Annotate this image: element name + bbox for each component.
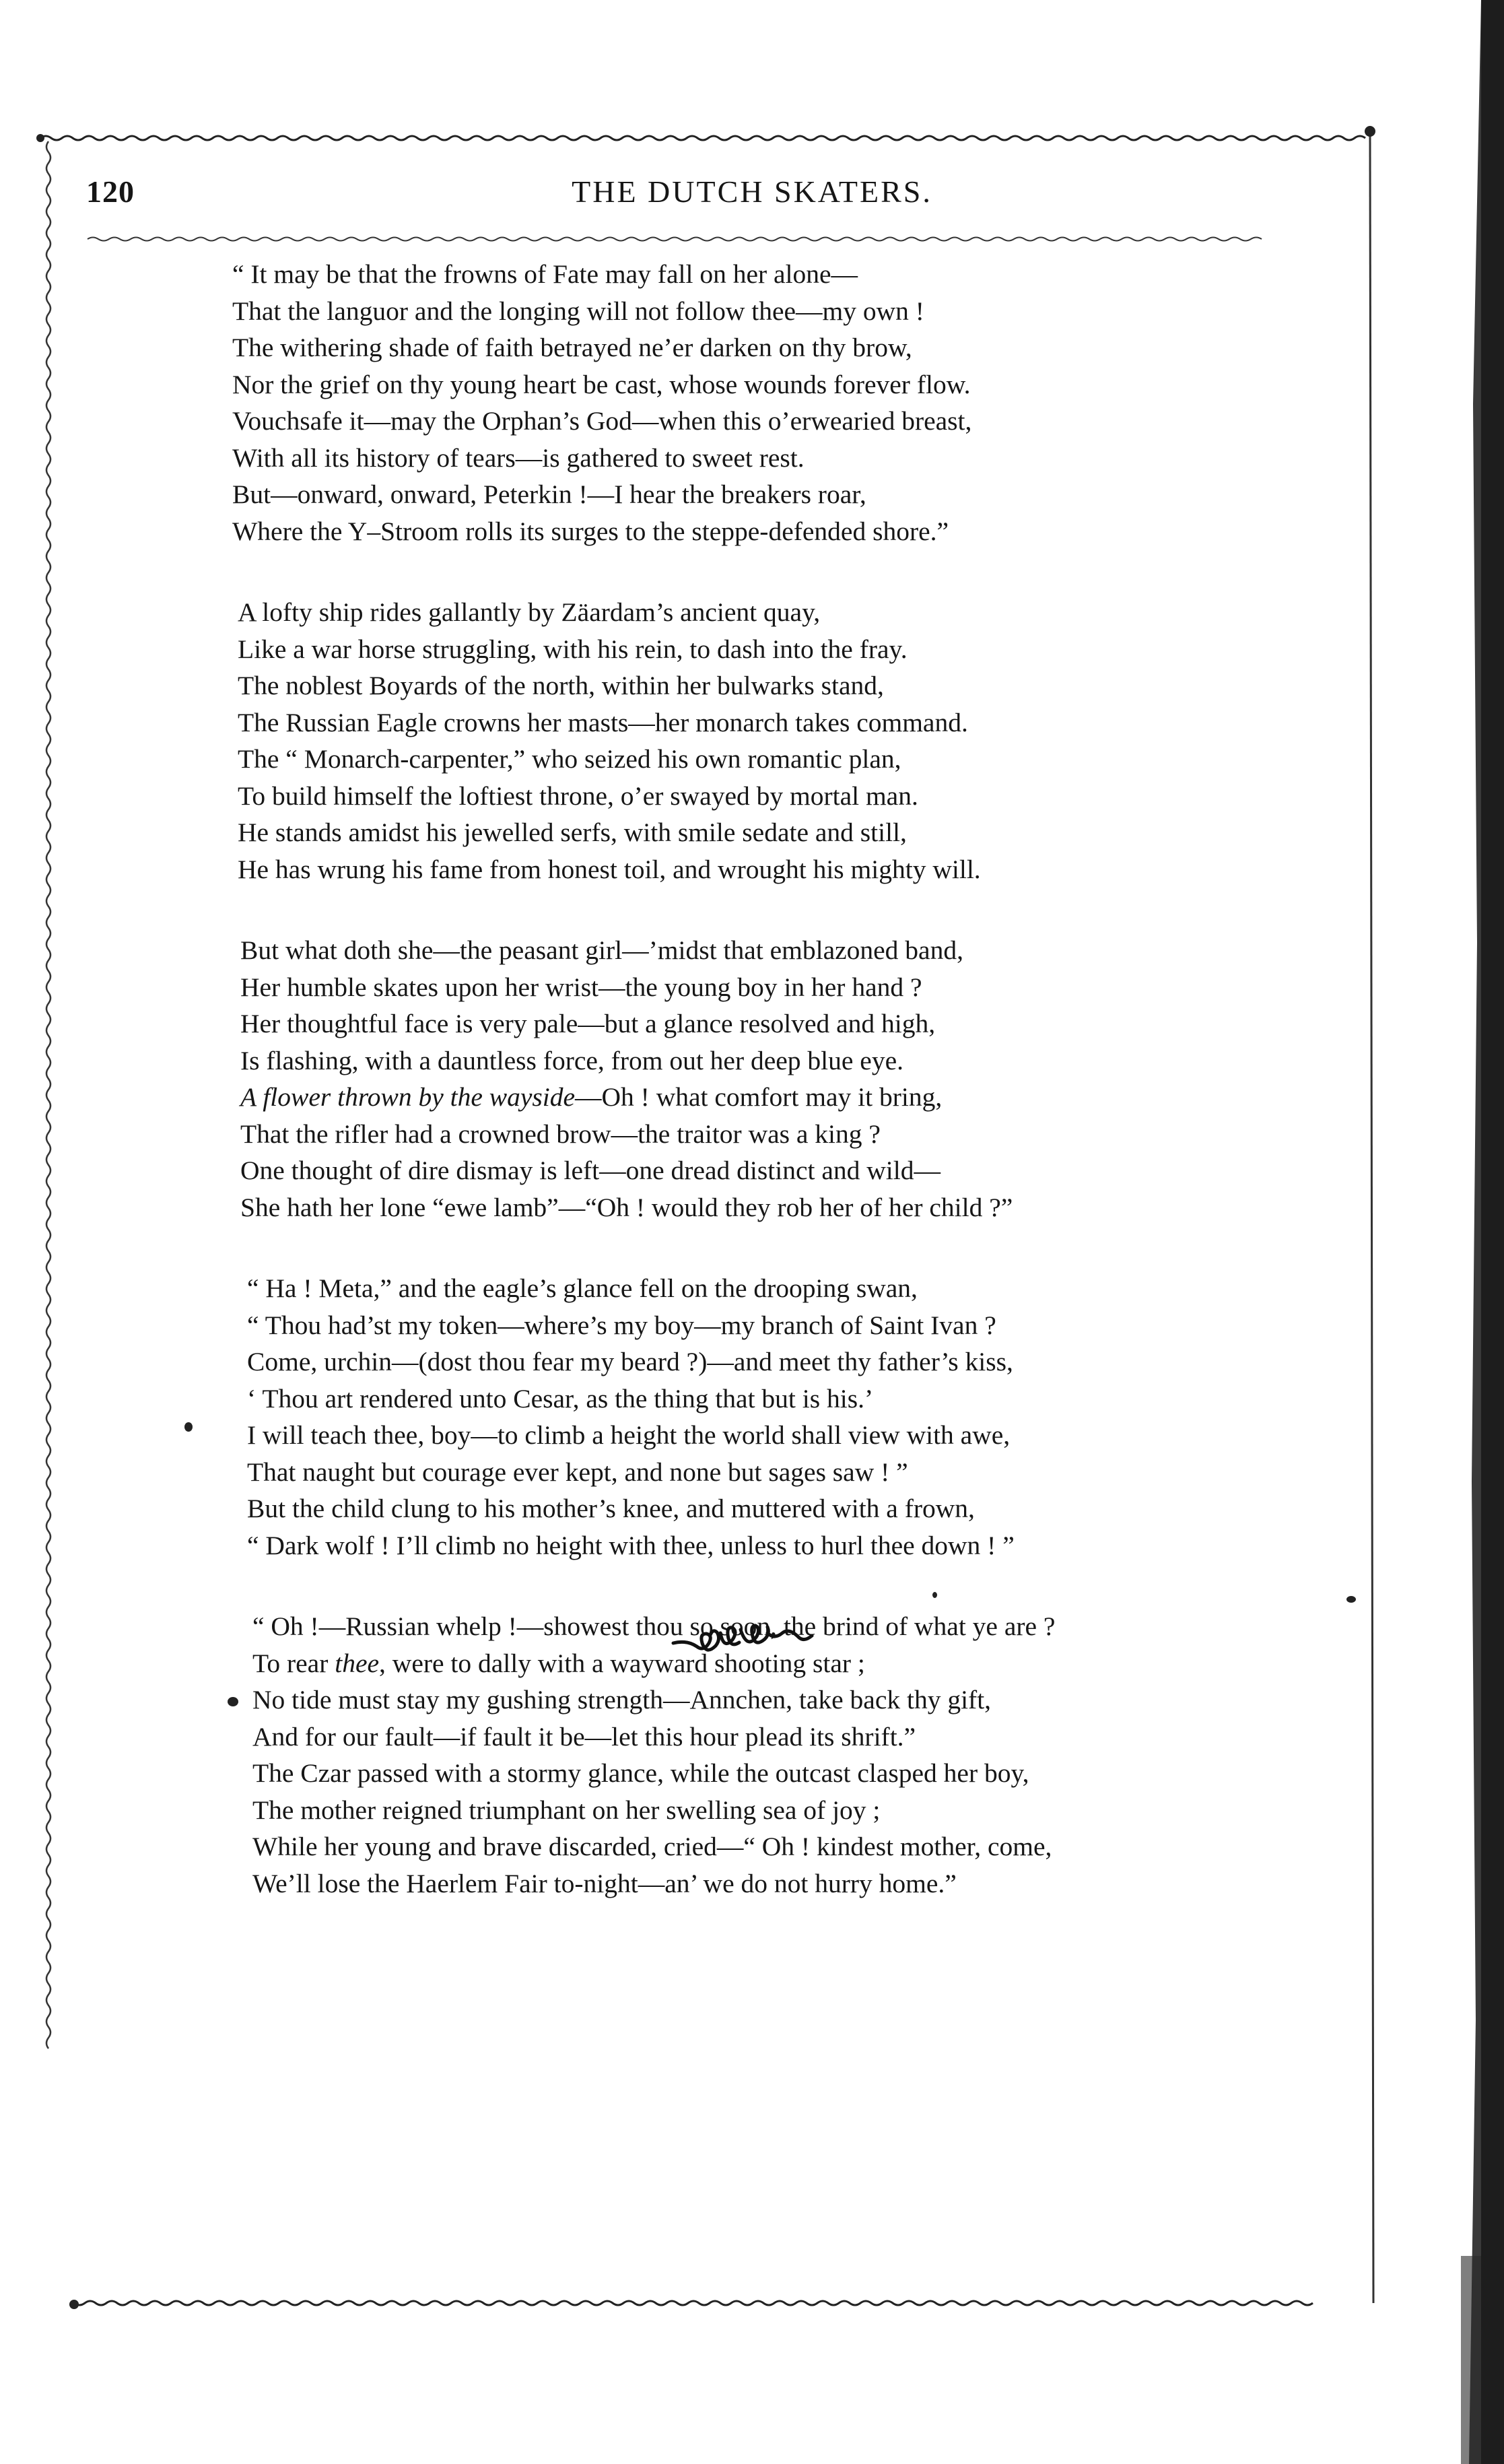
bottom-left-corner-flourish xyxy=(69,2300,79,2309)
poem-line: The Russian Eagle crowns her masts—her monarch takes command. xyxy=(238,707,968,737)
poem-line: But the child clung to his mother’s knee, and muttered with a frown, xyxy=(247,1494,975,1523)
poem-line: We’ll lose the Haerlem Fair to-night—an’ we do not hurry home.” xyxy=(252,1868,957,1898)
poem-line: “ Oh !—Russian whelp !—showest thou so soon, the brind of what ye are ? xyxy=(252,1611,1056,1641)
ink-speck xyxy=(184,1422,193,1432)
poem-line: While her young and brave discarded, cried—“ Oh ! kindest mother, come, xyxy=(252,1832,1052,1861)
poem-line: I will teach thee, boy—to climb a height the world shall view with awe, xyxy=(247,1420,1011,1450)
poem-line-with-italic xyxy=(252,1645,1417,1682)
poem-line: The noblest Boyards of the north, within her bulwarks stand, xyxy=(238,671,884,700)
stanza xyxy=(232,932,1417,1226)
header-wavy-rule xyxy=(88,238,1262,241)
top-left-corner-flourish xyxy=(36,134,44,142)
poem-line: But what doth she—the peasant girl—’midst that emblazoned band, xyxy=(240,935,963,965)
left-wavy-rule xyxy=(46,141,50,2049)
poem-line: Vouchsafe it—may the Orphan’s God—when this o’erwearied breast, xyxy=(232,406,972,436)
poem-line: The “ Monarch-carpenter,” who seized his own romantic plan, xyxy=(238,744,901,774)
stanza xyxy=(232,594,1417,888)
poem-line: “ Ha ! Meta,” and the eagle’s glance fell on the drooping swan, xyxy=(247,1273,918,1303)
poem-line: Her humble skates upon her wrist—the young boy in her hand ? xyxy=(240,972,922,1002)
poem-line: One thought of dire dismay is left—one dread distinct and wild— xyxy=(240,1156,941,1185)
poem-line: “ Dark wolf ! I’ll climb no height with thee, unless to hurl thee down ! ” xyxy=(247,1530,1015,1560)
top-wavy-rule xyxy=(40,136,1365,140)
poem-line-start: To rear xyxy=(252,1648,335,1678)
poem-line: Like a war horse struggling, with his rein, to dash into the fray. xyxy=(238,634,908,664)
poem-line: “ It may be that the frowns of Fate may fall on her alone— xyxy=(232,259,858,289)
ink-speck xyxy=(1346,1596,1356,1603)
top-right-corner-flourish xyxy=(1365,126,1375,137)
page-number: 120 xyxy=(86,174,135,209)
stanza xyxy=(232,256,1417,550)
poem-line: Come, urchin—(dost thou fear my beard ?)—and meet thy father’s kiss, xyxy=(247,1347,1013,1376)
poem-line: But—onward, onward, Peterkin !—I hear the breakers roar, xyxy=(232,479,866,509)
running-head: THE DUTCH SKATERS. xyxy=(572,174,932,209)
poem-line-rest: —Oh ! what comfort may it bring, xyxy=(575,1082,943,1112)
poem-line: To build himself the loftiest throne, o’er swayed by mortal man. xyxy=(238,780,918,811)
poem-line-rest: , were to dally with a wayward shooting star ; xyxy=(379,1648,865,1678)
italic-word: thee xyxy=(335,1648,380,1678)
poem-line: Her thoughtful face is very pale—but a glance resolved and high, xyxy=(240,1009,936,1038)
ink-speck xyxy=(228,1697,238,1706)
poem-line: The withering shade of faith betrayed ne’er darken on thy brow, xyxy=(232,333,912,362)
poem-line: No tide must stay my gushing strength—Annchen, take back thy gift, xyxy=(252,1685,992,1714)
bottom-wavy-rule xyxy=(74,2301,1313,2305)
poem-line: And for our fault—if fault it be—let this hour plead its shrift.” xyxy=(252,1721,916,1752)
poem-line: That the rifler had a crowned brow—the traitor was a king ? xyxy=(240,1119,881,1149)
poem-line: Nor the grief on thy young heart be cast, whose wounds forever flow. xyxy=(232,369,971,399)
italic-phrase: A flower thrown by the wayside xyxy=(240,1082,576,1112)
poem-line: “ Thou had’st my token—where’s my boy—my branch of Saint Ivan ? xyxy=(247,1310,996,1340)
ink-speck xyxy=(932,1592,937,1598)
poem-line: With all its history of tears—is gathered to sweet rest. xyxy=(232,442,805,473)
poem-line: A lofty ship rides gallantly by Zäardam’s ancient quay, xyxy=(238,597,821,627)
poem-line: That the languor and the longing will not follow thee—my own ! xyxy=(232,296,924,326)
poem-line: Is flashing, with a dauntless force, from out her deep blue eye. xyxy=(240,1045,903,1075)
poem-line: The mother reigned triumphant on her swelling sea of joy ; xyxy=(252,1795,881,1825)
poem-line: The Czar passed with a stormy glance, while the outcast clasped her boy, xyxy=(252,1758,1029,1788)
poem-line: She hath her lone “ewe lamb”—“Oh ! would they rob her of her child ?” xyxy=(240,1192,1013,1222)
poem-line-with-italic xyxy=(240,1079,1417,1116)
tailpiece-ornament xyxy=(666,1613,828,1667)
poem-line: That naught but courage ever kept, and none but sages saw ! ” xyxy=(247,1457,908,1487)
page-spine-shadow xyxy=(1454,0,1504,2464)
poem-line: Where the Y–Stroom rolls its surges to the steppe-defended shore.” xyxy=(232,516,949,546)
stanza xyxy=(232,1270,1417,1564)
poem-line: He stands amidst his jewelled serfs, with smile sedate and still, xyxy=(238,818,907,847)
poem-line: He has wrung his fame from honest toil, and wrought his mighty will. xyxy=(238,854,981,884)
poem-line: ‘ Thou art rendered unto Cesar, as the thing that but is his.’ xyxy=(247,1383,874,1413)
